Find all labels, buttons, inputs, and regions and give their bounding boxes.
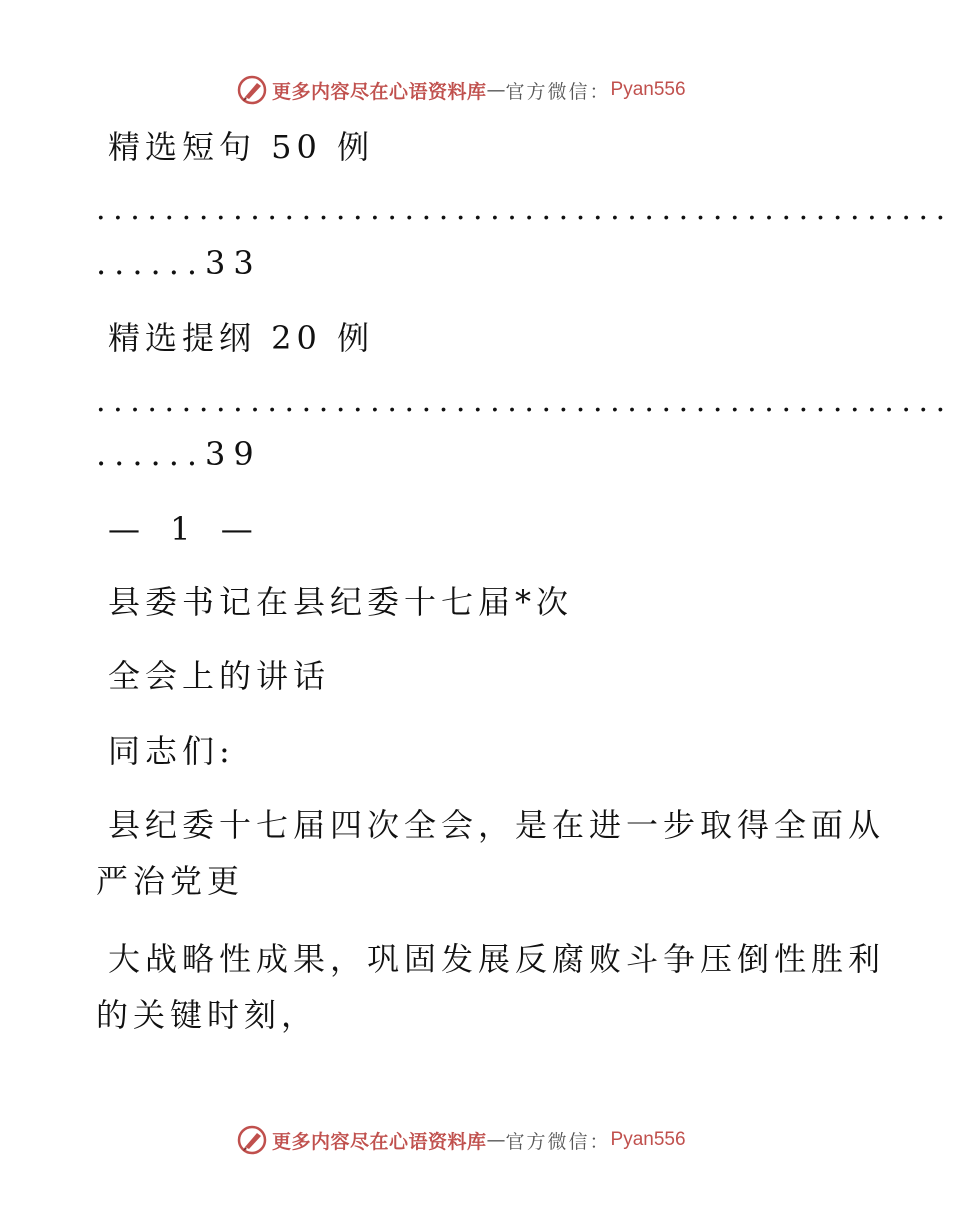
- watermark-text: 更多内容尽在心语资料库: [272, 1130, 487, 1153]
- paragraph-2-line-1: 大战略性成果，巩固发展反腐败斗争压倒性胜利: [108, 940, 886, 978]
- toc-entry-title: 精选提纲 20 例: [108, 319, 375, 357]
- speech-heading-line-2: 全会上的讲话: [108, 657, 331, 695]
- pen-logo-icon: [236, 1124, 268, 1156]
- header-watermark: [236, 72, 686, 108]
- watermark-text: 更多内容尽在心语资料库: [272, 80, 487, 103]
- watermark-dash: —: [486, 79, 506, 101]
- toc-leader-dots: ..................................................: [96, 384, 953, 419]
- speech-heading-line-1: 县委书记在县纪委十七届*次: [108, 583, 574, 621]
- watermark-wechat-id: Pyan556: [610, 1129, 686, 1150]
- watermark-label: 官方微信：: [505, 80, 611, 103]
- watermark-label: 官方微信：: [505, 1130, 611, 1153]
- paragraph-1-line-1: 县纪委十七届四次全会，是在进一步取得全面从: [108, 806, 886, 844]
- toc-page-number: ......39: [96, 435, 262, 473]
- paragraph-2-line-2: 的关键时刻，: [96, 996, 319, 1034]
- toc-entry-title: 精选短句 50 例: [108, 128, 375, 166]
- watermark-dash: —: [486, 1129, 506, 1151]
- toc-page-number: ......33: [96, 244, 262, 282]
- watermark-wechat-id: Pyan556: [610, 79, 686, 100]
- pen-logo-icon: [236, 74, 268, 106]
- page-number: — 1 —: [108, 510, 263, 548]
- paragraph-1-line-2: 严治党更: [96, 862, 245, 900]
- footer-watermark: [236, 1122, 686, 1158]
- toc-leader-dots: ..................................................: [96, 192, 953, 227]
- salutation: 同志们:: [108, 732, 235, 770]
